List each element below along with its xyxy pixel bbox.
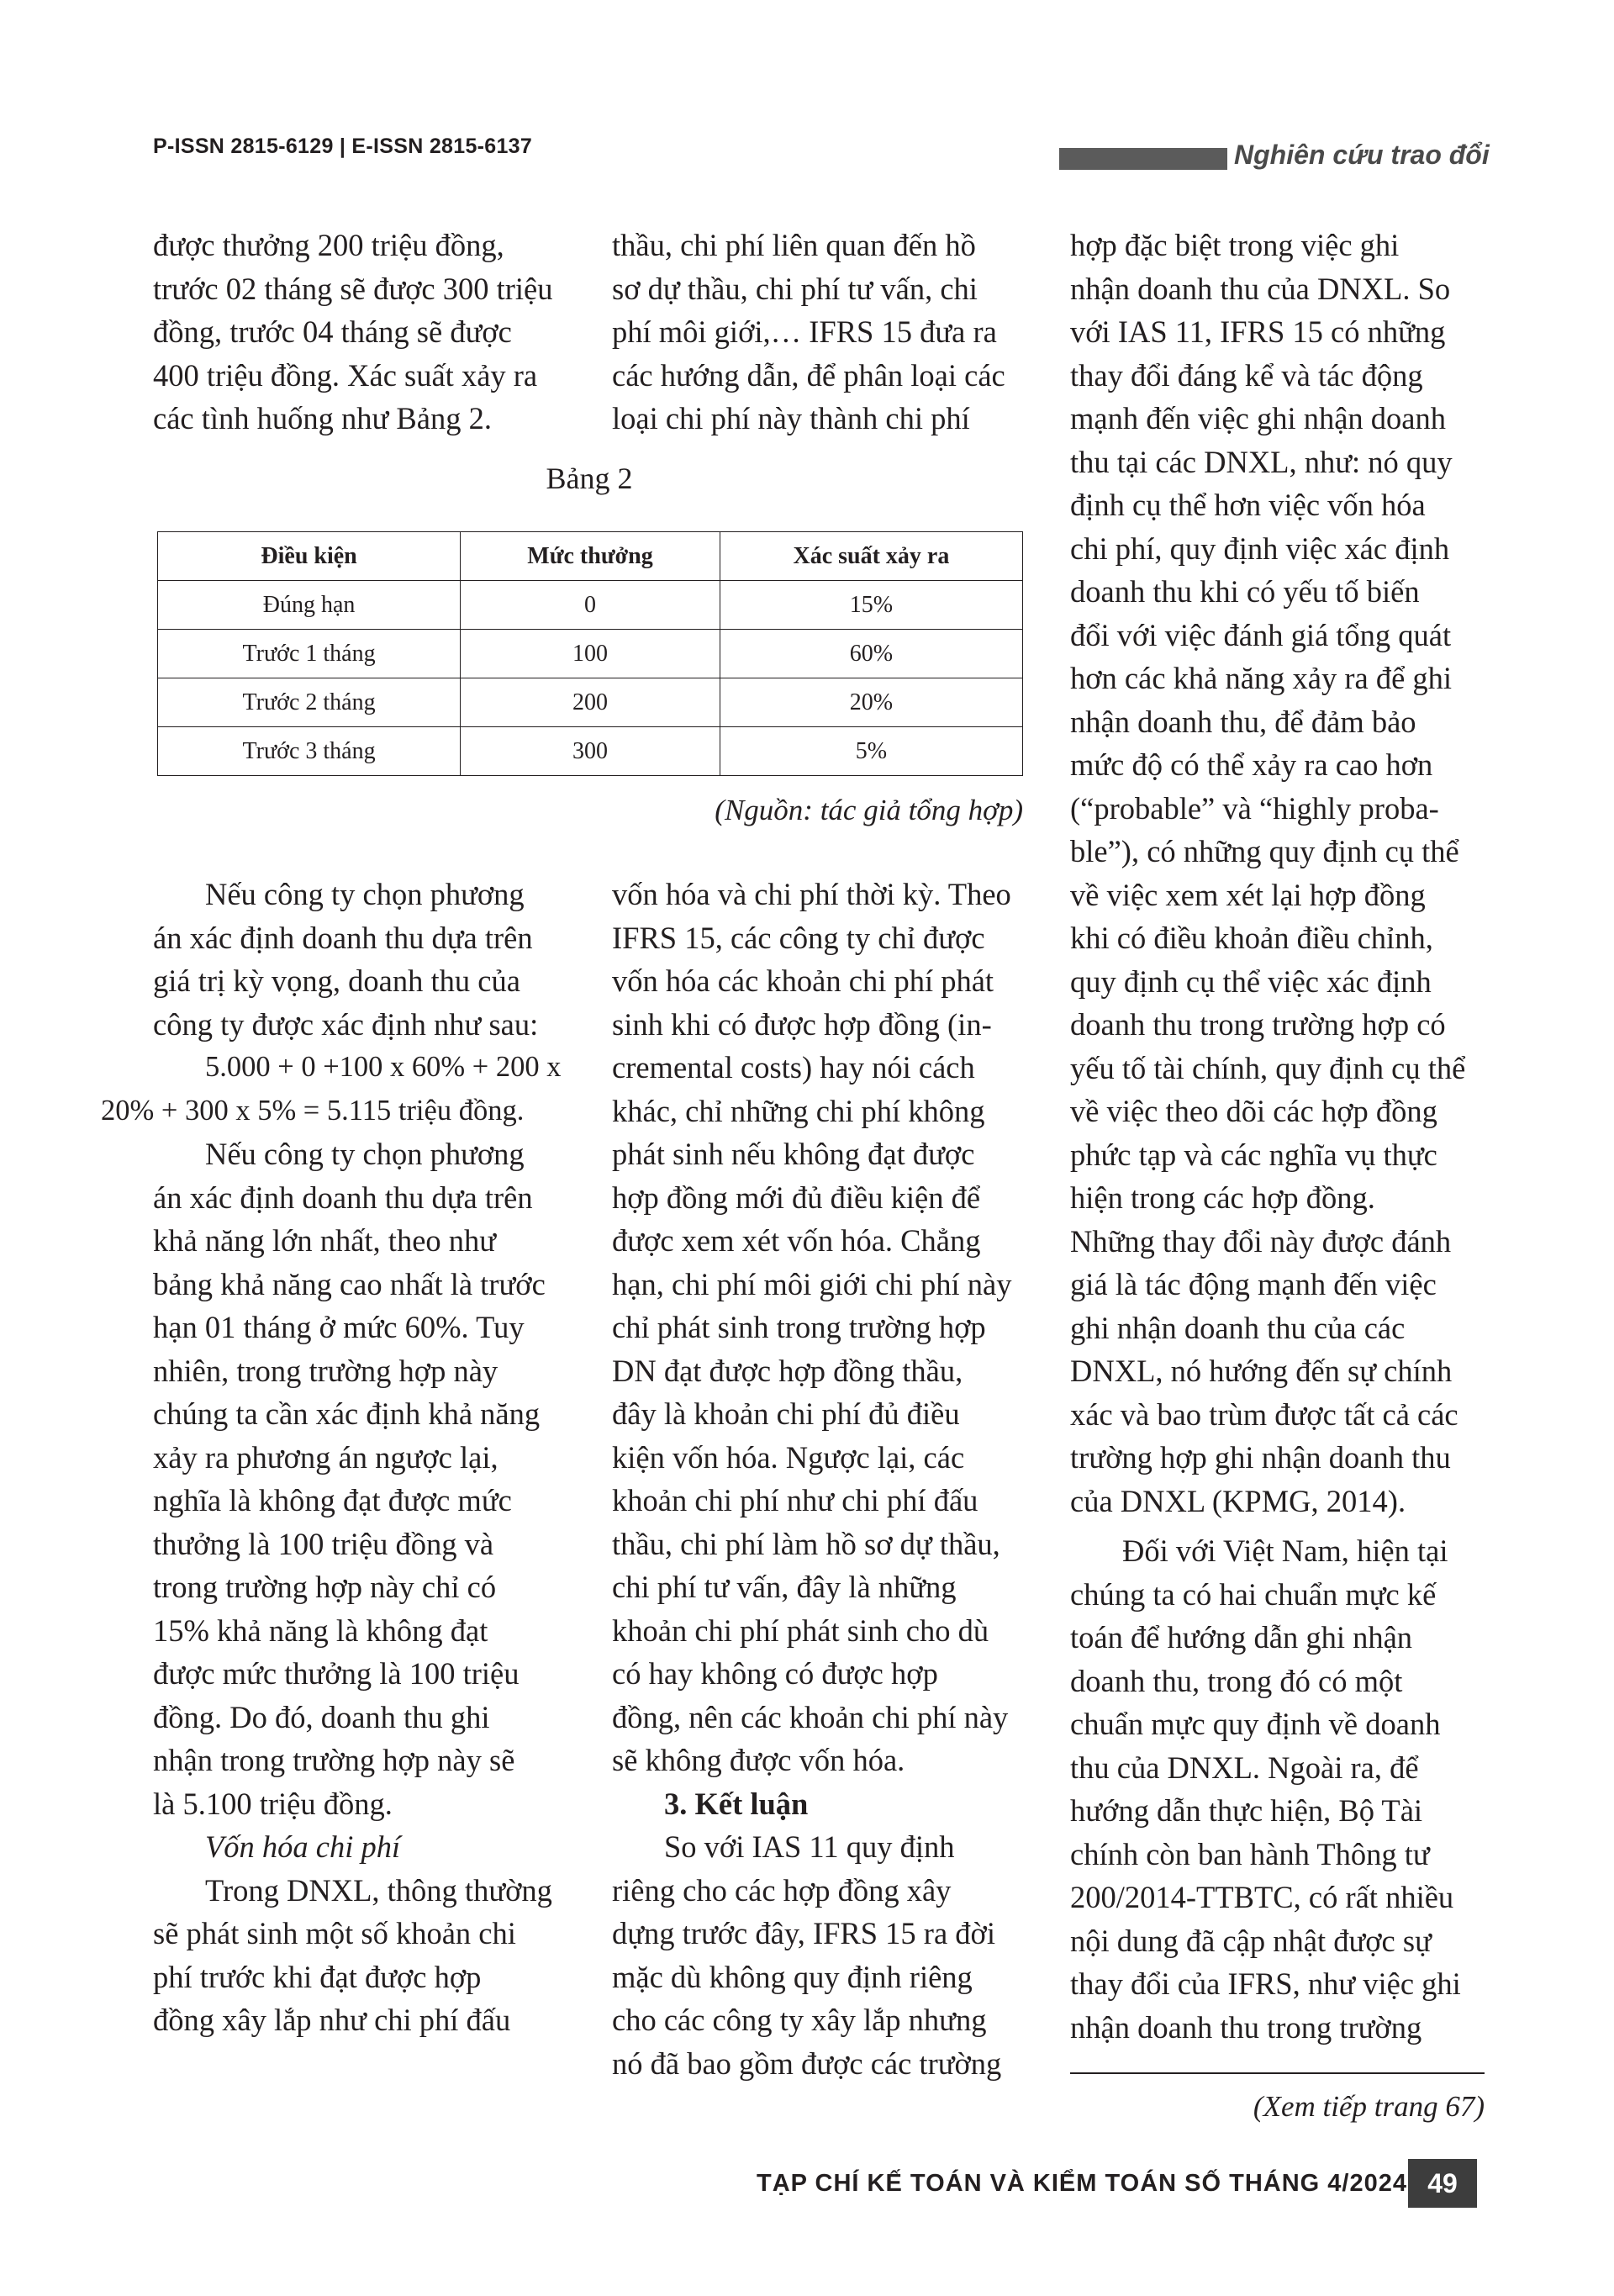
- line: 15% khả năng là không đạt: [153, 1612, 488, 1648]
- line: mặc dù không quy định riêng: [612, 1959, 973, 1994]
- line: chỉ phát sinh trong trường hợp: [612, 1310, 986, 1344]
- line: trường hợp ghi nhận doanh thu: [1070, 1440, 1451, 1475]
- line: hiện trong các hợp đồng.: [1070, 1180, 1375, 1215]
- line: chúng ta cần xác định khả năng: [153, 1396, 541, 1431]
- line: án xác định doanh thu dựa trên: [153, 920, 533, 955]
- line: nó đã bao gồm được các trường: [612, 2045, 1002, 2081]
- line: thưởng là 100 triệu đồng và: [153, 1526, 494, 1561]
- line: Trong DNXL, thông thường: [205, 1872, 552, 1908]
- line: cremental costs) hay nói cách: [612, 1050, 975, 1085]
- line: thầu, chi phí liên quan đến hồ: [612, 228, 976, 262]
- line: trong trường hợp này chỉ có: [153, 1570, 497, 1604]
- paragraph: [612, 1825, 1026, 2085]
- line: thu của DNXL. Ngoài ra, để: [1070, 1750, 1419, 1785]
- line: riêng cho các hợp đồng xây: [612, 1872, 952, 1908]
- issn-header: P-ISSN 2815-6129 | E-ISSN 2815-6137: [153, 135, 533, 158]
- line: thay đổi của IFRS, như việc ghi: [1070, 1966, 1461, 2001]
- subheading: Vốn hóa chi phí: [205, 1829, 401, 1864]
- paragraph: [1070, 1529, 1485, 2049]
- line: khoản chi phí phát sinh cho dù: [612, 1612, 989, 1648]
- line: định cụ thể hơn việc vốn hóa: [1070, 488, 1426, 522]
- col2-top-text: [612, 224, 1026, 441]
- line: dựng trước đây, IFRS 15 ra đời: [612, 1916, 995, 1950]
- line: ble”), có những quy định cụ thể: [1070, 834, 1459, 868]
- line: loại chi phí này thành chi phí: [612, 401, 970, 435]
- line: đây là khoản chi phí đủ điều: [612, 1396, 960, 1431]
- table-source: (Nguồn: tác giả tổng hợp): [715, 794, 1023, 826]
- line: 200/2014-TTBTC, có rất nhiều: [1070, 1880, 1454, 1914]
- line: ghi nhận doanh thu của các: [1070, 1310, 1406, 1345]
- line: khả năng lớn nhất, theo như: [153, 1223, 497, 1258]
- line: nội dung đã cập nhật được sự: [1070, 1923, 1432, 1958]
- line: nhận doanh thu của DNXL. So: [1070, 271, 1451, 306]
- paragraph: [1070, 224, 1485, 1523]
- line: chi phí tư vấn, đây là những: [612, 1570, 957, 1604]
- line: phí trước khi đạt được hợp: [153, 1959, 482, 1994]
- line: giá là tác động mạnh đến việc: [1070, 1267, 1437, 1301]
- table-cell: 5%: [720, 727, 1022, 776]
- line: yếu tố tài chính, quy định cụ thể: [1070, 1050, 1466, 1085]
- line: Đối với Việt Nam, hiện tại: [1122, 1533, 1448, 1568]
- paragraph: [153, 873, 567, 1046]
- table-cell: 300: [461, 727, 720, 776]
- header-cell-muc-thuong: Mức thưởng: [461, 532, 720, 581]
- line: các hướng dẫn, để phân loại các: [612, 357, 1005, 393]
- line: được xem xét vốn hóa. Chẳng: [612, 1223, 981, 1258]
- line: đồng. Do đó, doanh thu ghi: [153, 1699, 490, 1734]
- line: Nếu công ty chọn phương: [205, 1137, 525, 1171]
- line: về việc xem xét lại hợp đồng: [1070, 877, 1426, 912]
- line: IFRS 15, các công ty chỉ được: [612, 920, 985, 955]
- table-row: [158, 630, 1023, 678]
- continued-note: (Xem tiếp trang 67): [1253, 2090, 1485, 2123]
- table-cell: 20%: [720, 678, 1022, 727]
- paragraph: [153, 1869, 567, 2042]
- line: doanh thu, trong đó có một: [1070, 1663, 1403, 1698]
- line: thu tại các DNXL, như: nó quy: [1070, 444, 1453, 479]
- line: đồng, nên các khoản chi phí này: [612, 1699, 1009, 1734]
- header-decor-bar: [1059, 148, 1227, 170]
- page-number: 49: [1408, 2159, 1477, 2208]
- bang-2-table: [157, 531, 1023, 776]
- line: nghĩa là không đạt được mức: [153, 1483, 512, 1517]
- line: sinh khi có được hợp đồng (in-: [612, 1006, 992, 1042]
- table-cell: 200: [461, 678, 720, 727]
- line: các tình huống như Bảng 2.: [153, 401, 492, 435]
- line: nhiên, trong trường hợp này: [153, 1353, 498, 1388]
- table-cell: 15%: [720, 581, 1022, 630]
- line: với IAS 11, IFRS 15 có những: [1070, 314, 1446, 349]
- table-cell: Trước 1 tháng: [158, 630, 461, 678]
- header-cell-xac-suat: Xác suất xảy ra: [720, 532, 1022, 581]
- line: nhận doanh thu, để đảm bảo: [1070, 704, 1416, 739]
- line: án xác định doanh thu dựa trên: [153, 1180, 533, 1215]
- line: DN đạt được hợp đồng thầu,: [612, 1353, 963, 1388]
- line: mức độ có thể xảy ra cao hơn: [1070, 747, 1433, 782]
- line: hợp đặc biệt trong việc ghi: [1070, 228, 1400, 262]
- table-cell: Trước 2 tháng: [158, 678, 461, 727]
- paragraph: [153, 1132, 567, 1825]
- col2-bottom-text: [612, 873, 1026, 2085]
- line: đồng, trước 04 tháng sẽ được: [153, 314, 512, 349]
- line: Nếu công ty chọn phương: [205, 877, 525, 911]
- line: phí môi giới,… IFRS 15 đưa ra: [612, 314, 997, 349]
- col3-text: [1070, 224, 1485, 2049]
- line: toán để hướng dẫn ghi nhận: [1070, 1620, 1413, 1655]
- line: sơ dự thầu, chi phí tư vấn, chi: [612, 271, 978, 306]
- line: khi có điều khoản điều chỉnh,: [1070, 921, 1433, 955]
- table-cell: 0: [461, 581, 720, 630]
- line: quy định cụ thể việc xác định: [1070, 963, 1432, 999]
- line: cho các công ty xây lắp nhưng: [612, 2003, 987, 2037]
- line: vốn hóa các khoản chi phí phát: [612, 963, 994, 998]
- line: DNXL, nó hướng đến sự chính: [1070, 1354, 1453, 1388]
- col1-bottom-text: [101, 873, 567, 2042]
- line: kiện vốn hóa. Ngược lại, các: [612, 1439, 965, 1475]
- line: 5.000 + 0 +100 x 60% + 200 x: [205, 1051, 562, 1083]
- section-title: Nghiên cứu trao đổi: [1234, 140, 1490, 170]
- line: So với IAS 11 quy định: [664, 1829, 955, 1864]
- line: mạnh đến việc ghi nhận doanh: [1070, 401, 1447, 435]
- table-cell: Trước 3 tháng: [158, 727, 461, 776]
- line: nhận trong trường hợp này sẽ: [153, 1743, 515, 1777]
- line: chúng ta có hai chuẩn mực kế: [1070, 1576, 1437, 1612]
- line: phức tạp và các nghĩa vụ thực: [1070, 1137, 1437, 1172]
- line: 20% + 300 x 5% = 5.115 triệu đồng.: [101, 1094, 525, 1127]
- line: chính còn ban hành Thông tư: [1070, 1836, 1430, 1871]
- section-heading: 3. Kết luận: [664, 1786, 809, 1821]
- line: giá trị kỳ vọng, doanh thu của: [153, 963, 520, 998]
- col1-top-text: [153, 224, 567, 441]
- line: công ty được xác định như sau:: [153, 1006, 539, 1042]
- line: đồng xây lắp như chi phí đấu: [153, 2003, 511, 2037]
- line: hơn các khả năng xảy ra để ghi: [1070, 661, 1453, 695]
- line: thay đổi đáng kể và tác động: [1070, 357, 1423, 393]
- table-row: [158, 678, 1023, 727]
- line: doanh thu khi có yếu tố biến: [1070, 574, 1420, 609]
- line: khác, chỉ những chi phí không: [612, 1093, 985, 1128]
- line: 400 triệu đồng. Xác suất xảy ra: [153, 357, 538, 393]
- line: bảng khả năng cao nhất là trước: [153, 1266, 546, 1301]
- line: được thưởng 200 triệu đồng,: [153, 228, 504, 262]
- line: trước 02 tháng sẽ được 300 triệu: [153, 271, 553, 306]
- line: nhận doanh thu trong trường: [1070, 2009, 1422, 2045]
- line: phát sinh nếu không đạt được: [612, 1137, 975, 1171]
- line: là 5.100 triệu đồng.: [153, 1786, 393, 1821]
- line: sẽ không được vốn hóa.: [612, 1743, 905, 1777]
- line: vốn hóa và chi phí thời kỳ. Theo: [612, 877, 1011, 911]
- line: về việc theo dõi các hợp đồng: [1070, 1094, 1437, 1128]
- line: chuẩn mực quy định về doanh: [1070, 1707, 1441, 1741]
- line: sẽ phát sinh một số khoản chi: [153, 1916, 516, 1950]
- line: xác và bao trùm được tất cả các: [1070, 1396, 1458, 1432]
- line: của DNXL (KPMG, 2014).: [1070, 1483, 1406, 1518]
- paragraph: [612, 873, 1026, 1782]
- table-header-row: [158, 532, 1023, 581]
- line: khoản chi phí như chi phí đấu: [612, 1483, 978, 1517]
- line: hạn 01 tháng ở mức 60%. Tuy: [153, 1310, 525, 1344]
- line: đổi với việc đánh giá tổng quát: [1070, 617, 1452, 652]
- table-title: Bảng 2: [546, 462, 633, 495]
- table-cell: 100: [461, 630, 720, 678]
- line: xảy ra phương án ngược lại,: [153, 1439, 498, 1475]
- continuation-rule: [1070, 2072, 1485, 2074]
- header-cell-dieu-kien: Điều kiện: [158, 532, 461, 581]
- line: Những thay đổi này được đánh: [1070, 1223, 1452, 1259]
- line: thầu, chi phí làm hồ sơ dự thầu,: [612, 1526, 1000, 1561]
- line: chi phí, quy định việc xác định: [1070, 530, 1450, 566]
- table-cell: 60%: [720, 630, 1022, 678]
- journal-footer: TẠP CHÍ KẾ TOÁN VÀ KIỂM TOÁN SỐ THÁNG 4/2024: [757, 2170, 1407, 2197]
- line: doanh thu trong trường hợp có: [1070, 1007, 1446, 1042]
- line: hướng dẫn thực hiện, Bộ Tài: [1070, 1793, 1423, 1828]
- line: (“probable” và “highly proba-: [1070, 790, 1439, 826]
- table-row: [158, 727, 1023, 776]
- line: có hay không có được hợp: [612, 1656, 938, 1691]
- table-cell: Đúng hạn: [158, 581, 461, 630]
- equation: [101, 1046, 567, 1132]
- line: được mức thưởng là 100 triệu: [153, 1656, 520, 1691]
- line: hợp đồng mới đủ điều kiện để: [612, 1180, 981, 1215]
- table-row: [158, 581, 1023, 630]
- line: hạn, chi phí môi giới chi phí này: [612, 1266, 1012, 1301]
